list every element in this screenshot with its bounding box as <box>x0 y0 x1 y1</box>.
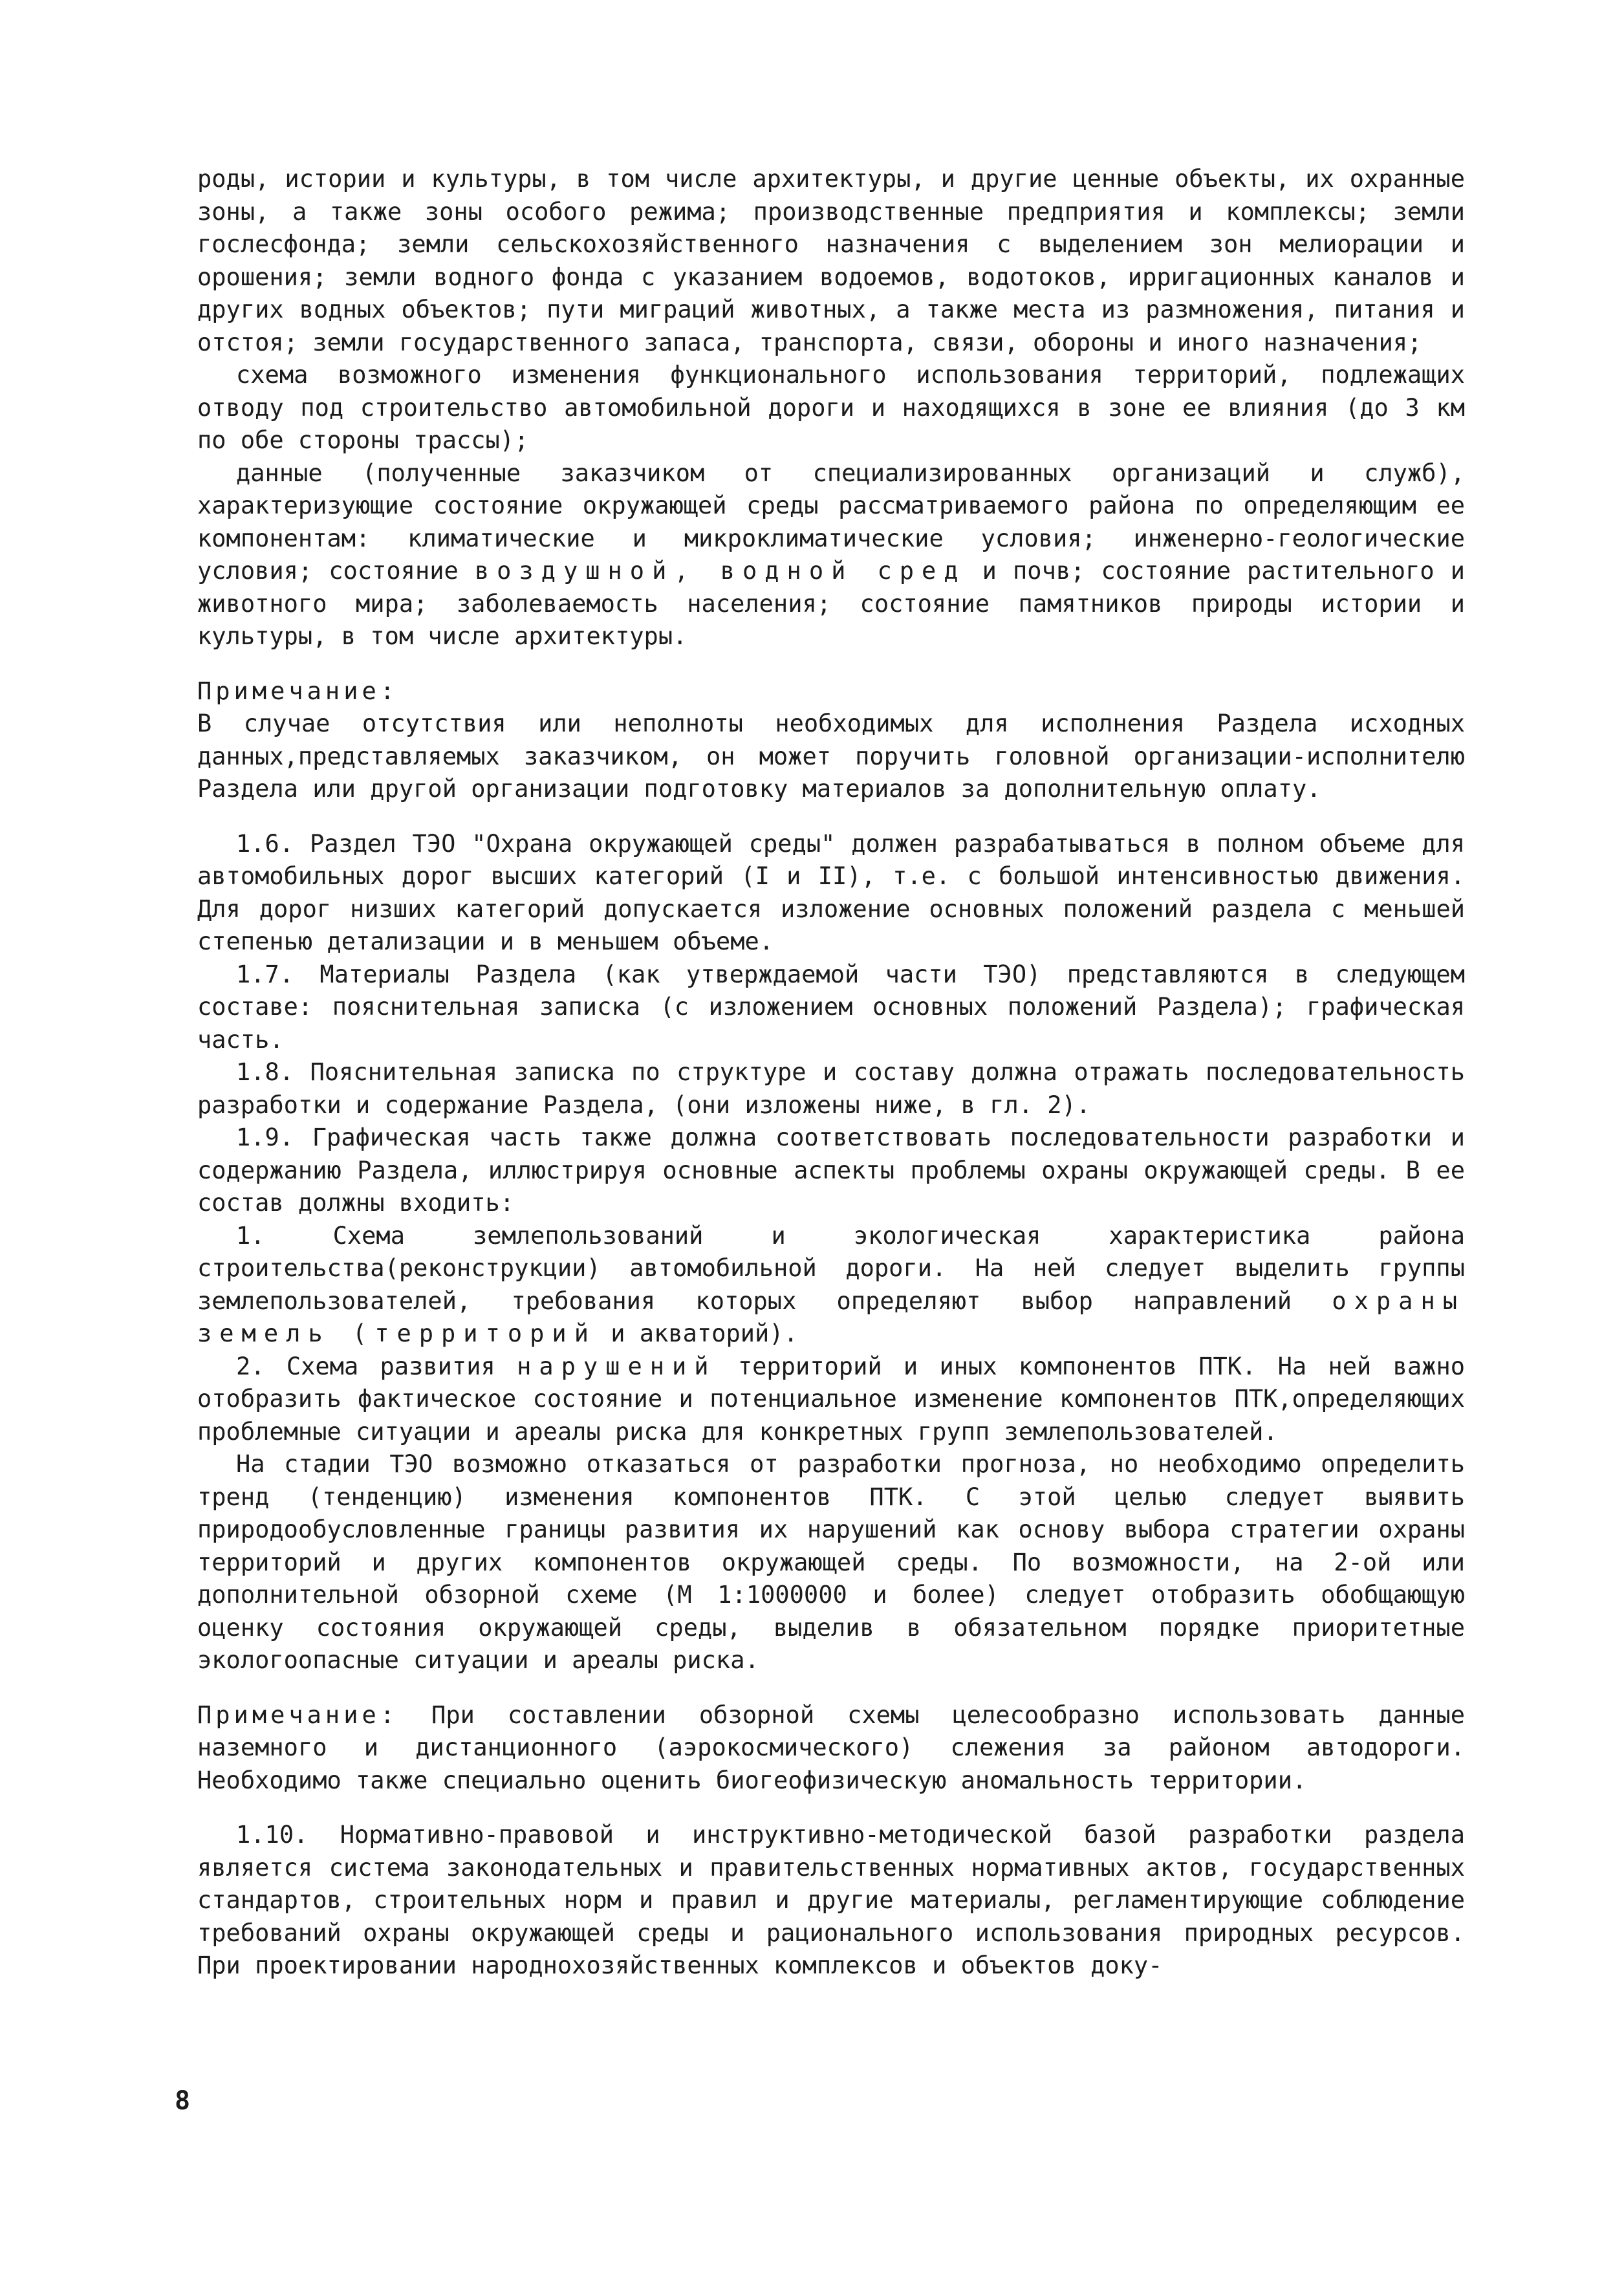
note-1-title: Примечание: <box>197 677 399 705</box>
sub-item-2-start: 2. Схема развития <box>236 1352 495 1380</box>
item-1-7: 1.7. Материалы Раздела (как утверждаемой части ТЭО) представляются в следующем составе: пояснительная записка (с изложением основных положений Раздела); графическая часть. <box>197 960 1465 1054</box>
note-2-title: Примечание: <box>197 1701 399 1729</box>
note-2-text: При составлении обзорной схемы целесообразно использовать данные наземного и дистанционного (аэрокосмического) слежения за районом автодороги. Необходимо также специально оценить биогеофизическую аномальность территории. <box>197 1701 1466 1794</box>
paragraph-data <box>197 457 1465 653</box>
sub-item-1 <box>197 1220 1465 1351</box>
note-2 <box>197 1699 1465 1798</box>
sub-item-2-spaced: нарушений <box>517 1352 717 1380</box>
sub-item-2-text: территорий и иных компонентов ПТК. На ней важно отобразить фактическое состояние и потенциальное изменение компонентов ПТК,определяющих проблемные ситуации и ареалы риска для конкретных групп землепользователей. <box>197 1352 1466 1446</box>
item-1-9: 1.9. Графическая часть также должна соответствовать последовательности разработки и содержанию Раздела, иллюстрируя основные аспекты проблемы охраны окружающей среды. В ее состав должны входить: <box>197 1124 1465 1217</box>
item-1-10: 1.10. Нормативно-правовой и инструктивно-методической базой разработки раздела является система законодательных и правительственных нормативных актов, государственных стандартов, строительных норм и правил и другие материалы, регламентирующие соблюдение требований охраны окружающей среды и рационального использования природных ресурсов. При проектировании народнохозяйственных комплексов и объектов доку- <box>197 1821 1465 1979</box>
paragraph-data-part1: данные (полученные заказчиком от специализированных организаций и служб), характеризующие состояние окружающей среды рассматриваемого района по определяющим ее компонентам: климатические и микроклиматические условия; инженерно-геологические условия; состояние <box>197 459 1465 585</box>
sub-item-2 <box>197 1351 1465 1449</box>
sub-item-1-text: 1. Схема землепользований и экологическая характеристика района строительства(реконструкции) автомобильной дороги. На ней следует выделить группы землепользователей, требования которых определяют выбор направлений <box>197 1221 1465 1315</box>
paragraph-scheme: схема возможного изменения функционального использования территорий, подлежащих отводу под строительство автомобильной дороги и находящихся в зоне ее влияния (до 3 км по обе стороны трассы); <box>197 361 1465 454</box>
paragraph-continuation: роды, истории и культуры, в том числе архитектуры, и другие ценные объекты, их охранные зоны, а также зоны особого режима; производственные предприятия и комплексы; земли гослесфонда; земли сельскохозяйственного назначения с выделением зон мелиорации и орошения; земли водного фонда с указанием водоемов, водотоков, ирригационных каналов и других водных объектов; пути миграций животных, а также места из размножения, питания и отстоя; земли государственного запаса, транспорта, связи, обороны и иного назначения; <box>197 165 1465 356</box>
page-number: 8 <box>175 2086 191 2116</box>
paragraph-data-spaced: воздушной, водной сред <box>474 557 966 585</box>
item-1-6: 1.6. Раздел ТЭО "Охрана окружающей среды" должен разрабатываться в полном объеме для автомобильных дорог высших категорий (I и II), т.е. с большой интенсивностью движения. Для дорог низших категорий допускается изложение основных положений раздела с меньшей степенью детализации и в меньшем объеме. <box>197 829 1465 955</box>
sub-item-1-spaced: охраны земель (территорий <box>197 1287 1466 1347</box>
note-1-text: В случае отсутствия или неполноты необходимых для исполнения Раздела исходных данных,представляемых заказчиком, он может поручить головной организации-исполнителю Раздела или другой организации подготовку материалов за дополнительную оплату. <box>197 710 1465 803</box>
paragraph-teo-stage: На стадии ТЭО возможно отказаться от разработки прогноза, но необходимо определить тренд (тенденцию) изменения компонентов ПТК. С этой целью следует выявить природообусловленные границы развития их нарушений как основу выбора стратегии охраны территорий и других компонентов окружающей среды. По возможности, на 2-ой или дополнительной обзорной схеме (М 1:1000000 и более) следует отобразить обобщающую оценку состояния окружающей среды, выделив в обязательном порядке приоритетные экологоопасные ситуации и ареалы риска. <box>197 1450 1465 1674</box>
item-1-8: 1.8. Пояснительная записка по структуре и составу должна отражать последовательность разработки и содержание Раздела, (они изложены ниже, в гл. 2). <box>197 1058 1465 1119</box>
page-body <box>197 163 1465 1983</box>
sub-item-1-end: и акваторий). <box>611 1320 798 1347</box>
paragraph-data-part2: и почв; состояние растительного и животного мира; заболеваемость населения; состояние памятников природы истории и культуры, в том числе архитектуры. <box>197 557 1465 650</box>
